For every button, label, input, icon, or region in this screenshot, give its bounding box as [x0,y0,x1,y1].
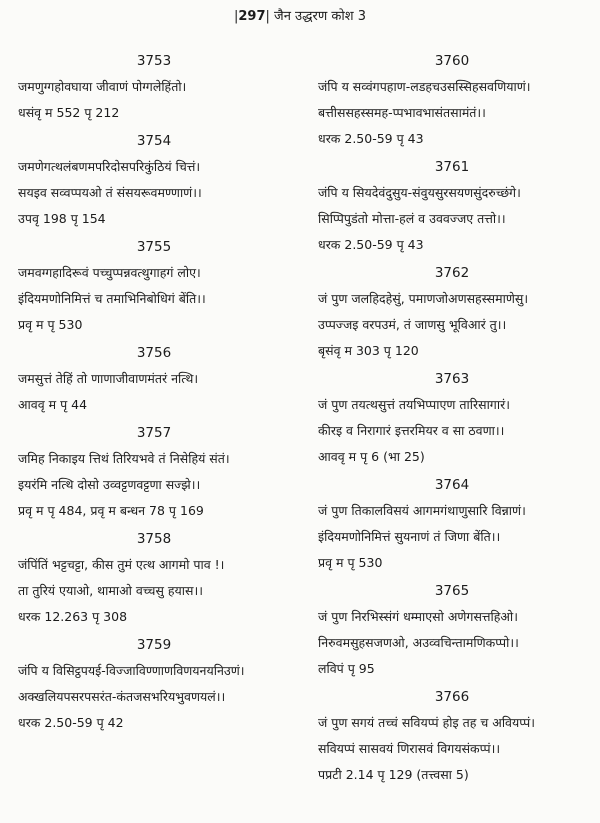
entry-number: 3761 [434,159,470,175]
verse-line: इंदियमणोनिमित्तं सुयनाणं तं जिणा बेंति।। [318,529,501,544]
entry-number: 3760 [434,53,470,69]
verse-line: जं पुण तयत्थसुत्तं तयभिप्पाएण तारिसागारं। [318,397,510,412]
entry-3754 [18,128,290,232]
verse-line: उप्पज्जइ वरपउमं, तं जाणसु भूविआरं तु।। [318,317,507,332]
verse-line: जमवग्गहादिरूवं पच्चुप्पन्नवत्थुगाहगं लोए। [18,265,201,280]
entry-3756 [18,340,290,418]
entry-number: 3756 [136,345,172,361]
entry-number: 3758 [136,531,172,547]
verse-line: सिप्पिपुडंतो मोत्ता-हलं व उववज्जए तत्तो।। [318,211,506,226]
verse-line: जं पुण तिकालविसयं आगमगंथाणुसारि विन्नाणं। [318,503,526,518]
entry-3753 [18,48,290,126]
verse-line: जं पुण जलहिदहेसुं, पमाणजोअणसहस्समाणेसु। [318,291,529,306]
entry-number: 3762 [434,265,470,281]
entry-number: 3763 [434,371,470,387]
verse-line: जमणेगत्थलंबणमपरिदोसपरिकुंठियं चित्तं। [18,159,201,174]
entry-3763 [318,366,586,470]
entry-3758 [18,526,290,630]
source-reference: बृसंवृ म 303 पृ 120 [318,343,419,358]
source-reference: धरक 2.50-59 पृ 43 [318,237,424,252]
left-column [18,48,290,738]
verse-line: जमसुत्तं तेहिं तो णाणाजीवाणमंतरं नत्थि। [18,371,199,386]
source-reference: धसंवृ म 552 पृ 212 [18,105,120,120]
entry-number: 3766 [434,689,470,705]
verse-line: सयइव सव्वप्पयओ तं संसयरूवमण्णाणं।। [18,185,202,200]
entry-number: 3765 [434,583,470,599]
entry-3764 [318,472,586,576]
source-reference: लविपं पृ 95 [318,661,375,676]
entry-3760 [318,48,586,152]
verse-line: सवियप्पं सासवयं णिरासवं विगयसंकप्पं।। [318,741,501,756]
source-reference: आववृ म पृ 6 (भा 25) [318,449,425,464]
page-header [0,8,600,26]
entry-3765 [318,578,586,682]
verse-line: जं पुण सगयं तच्चं सवियप्पं होइ तह च अवियप्पं। [318,715,535,730]
source-reference: प्रवृ म पृ 484, प्रवृ म बन्धन 78 पृ 169 [18,503,204,518]
source-reference: धरक 2.50-59 पृ 42 [18,715,124,730]
entry-number: 3757 [136,425,172,441]
entry-number: 3759 [136,637,172,653]
verse-line: बत्तीससहस्समह-प्पभावभासंतसामंतं।। [318,105,486,120]
entry-number: 3753 [136,53,172,69]
source-reference: प्रवृ म पृ 530 [18,317,83,332]
verse-line: इंदियमणोनिमित्तं च तमाभिनिबोधिगं बेंति।। [18,291,206,306]
source-reference: धरक 2.50-59 पृ 43 [318,131,424,146]
entry-3761 [318,154,586,258]
entry-number: 3755 [136,239,172,255]
verse-line: निरुवमसुहसजणओ, अउव्वचिन्तामणिकप्पो।। [318,635,519,650]
entry-3755 [18,234,290,338]
verse-line: जमिह निकाइय त्तिथं तिरियभवे तं निसेहियं संतं। [18,451,230,466]
verse-line: जं पुण निरभिस्संगं धम्माएसो अणेगसत्तहिओ। [318,609,518,624]
verse-line: ता तुरियं एयाओ, थामाओ वच्चसु हयास।। [18,583,203,598]
entry-3762 [318,260,586,364]
verse-line: इयरंमि नत्थि दोसो उव्वट्टणवट्टणा सज्झे।। [18,477,201,492]
entry-number: 3764 [434,477,470,493]
verse-line: जमणुग्गहोवघाया जीवाणं पोग्गलेहिंतो। [18,79,187,94]
header-bar: | [233,9,239,24]
verse-line: जंपि य सियदेवंदुसुय-संवुयसुरसयणसुंदरुच्छंगे। [318,185,521,200]
entry-3757 [18,420,290,524]
source-reference: प्रवृ म पृ 530 [318,555,383,570]
page-number: 297 [238,9,266,24]
header-bar-2: | [265,9,270,24]
source-reference: धरक 12.263 पृ 308 [18,609,128,624]
book-title: जैन उद्धरण कोश 3 [274,9,366,24]
verse-line: जंपि य सव्वंगपहाण-लडहचउसस्सिहसवणियाणं। [318,79,531,94]
source-reference: पप्रटी 2.14 पृ 129 (तत्त्वसा 5) [318,767,469,782]
verse-line: अक्खलियपसरपसरंत-कंतजसभरियभुवणयलं।। [18,689,226,704]
source-reference: उपवृ 198 पृ 154 [18,211,106,226]
source-reference: आववृ म पृ 44 [18,397,88,412]
verse-line: जंपिंतिं भट्टचट्टा, कीस तुमं एत्थ आगमो पाव !। [18,557,225,572]
entry-number: 3754 [136,133,172,149]
verse-line: जंपि य विसिट्ठपयई-विज्जाविण्णाणविणयनयनिउणं। [18,663,245,678]
entry-3766 [318,684,586,788]
verse-line: कीरइ व निरागारं इत्तरमियर व सा ठवणा।। [318,423,505,438]
right-column [318,48,586,790]
entry-3759 [18,632,290,736]
